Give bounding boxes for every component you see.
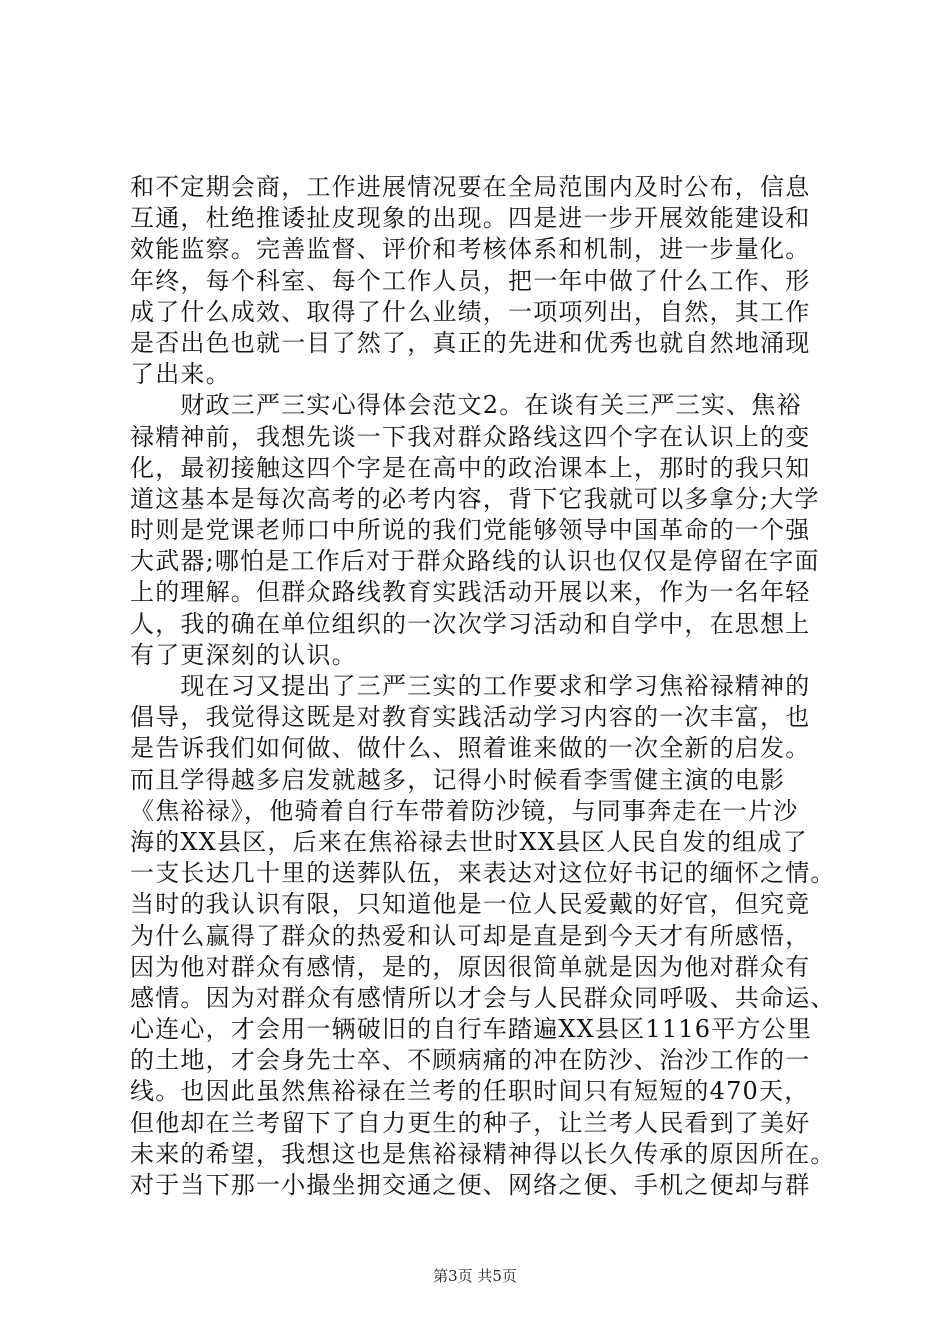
text-line: 了出来。 [130,360,231,389]
text-line: 现在习又提出了三严三实的工作要求和学习焦裕禄精神的 [130,672,811,700]
text-line: 互通，杜绝推诿扯皮现象的出现。四是进一步开展效能建设和 [130,204,811,233]
text-line: 但他却在兰考留下了自力更生的种子，让兰考人民看到了美好 [130,1108,811,1137]
text-line: 未来的希望，我想这也是焦裕禄精神得以长久传承的原因所在。 [130,1139,836,1168]
text-line: 成了什么成效、取得了什么业绩，一项项列出，自然，其工作 [130,297,811,326]
text-line: 是告诉我们如何做、做什么、照着谁来做的一次全新的启发。 [130,734,811,763]
text-line: 道这基本是每次高考的必考内容，背下它我就可以多拿分;大学 [130,484,820,513]
text-line: 化，最初接触这四个字是在高中的政治课本上，那时的我只知 [130,453,811,482]
text-line: 财政三严三实心得体会范文2。在谈有关三严三实、焦裕 [130,391,802,420]
text-line: 而且学得越多启发就越多，记得小时候看李雪健主演的电影 [130,765,786,794]
text-line: 心连心，才会用一辆破旧的自行车踏遍XX县区1116平方公里 [130,1015,813,1044]
text-line: 上的理解。但群众路线教育实践活动开展以来，作为一名年轻 [130,578,811,607]
text-line: 人，我的确在单位组织的一次次学习活动和自学中，在思想上 [130,609,811,638]
text-line: 海的XX县区，后来在焦裕禄去世时XX县区人民自发的组成了 [130,827,808,856]
text-line: 对于当下那一小撮坐拥交通之便、网络之便、手机之便却与群 [130,1171,811,1199]
text-line: 是否出色也就一目了然了，真正的先进和优秀也就自然地涌现 [130,328,811,357]
body-text [130,172,836,1201]
text-line: 有了更深刻的认识。 [130,640,357,669]
text-line: 年终，每个科室、每个工作人员，把一年中做了什么工作、形 [130,266,811,295]
text-line: 当时的我认识有限，只知道他是一位人民爱戴的好官，但究竟 [130,890,811,919]
text-line: 大武器;哪怕是工作后对于群众路线的认识也仅仅是停留在字面 [130,547,820,576]
text-line: 效能监察。完善监督、评价和考核体系和机制，进一步量化。 [130,235,811,264]
text-line: 因为他对群众有感情，是的，原因很简单就是因为他对群众有 [130,952,811,981]
text-line: 感情。因为对群众有感情所以才会与人民群众同呼吸、共命运、 [130,983,836,1012]
page-footer: 第3页 共5页 [433,1267,517,1285]
text-line: 的土地，才会身先士卒、不顾病痛的冲在防沙、治沙工作的一 [130,1046,811,1075]
text-line: 为什么赢得了群众的热爱和认可却是直是到今天才有所感悟， [130,921,811,950]
text-line: 和不定期会商，工作进展情况要在全局范围内及时公布，信息 [130,173,811,201]
text-line: 一支长达几十里的送葬队伍，来表达对这位好书记的缅怀之情。 [130,859,836,888]
text-line: 倡导，我觉得这既是对教育实践活动学习内容的一次丰富，也 [130,703,811,732]
text-line: 《焦裕禄》，他骑着自行车带着防沙镜，与同事奔走在一片沙 [130,796,799,825]
text-line: 时则是党课老师口中所说的我们党能够领导中国革命的一个强 [130,516,811,545]
text-line: 线。也因此虽然焦裕禄在兰考的任职时间只有短短的470天， [130,1077,810,1106]
text-line: 禄精神前，我想先谈一下我对群众路线这四个字在认识上的变 [130,422,811,451]
